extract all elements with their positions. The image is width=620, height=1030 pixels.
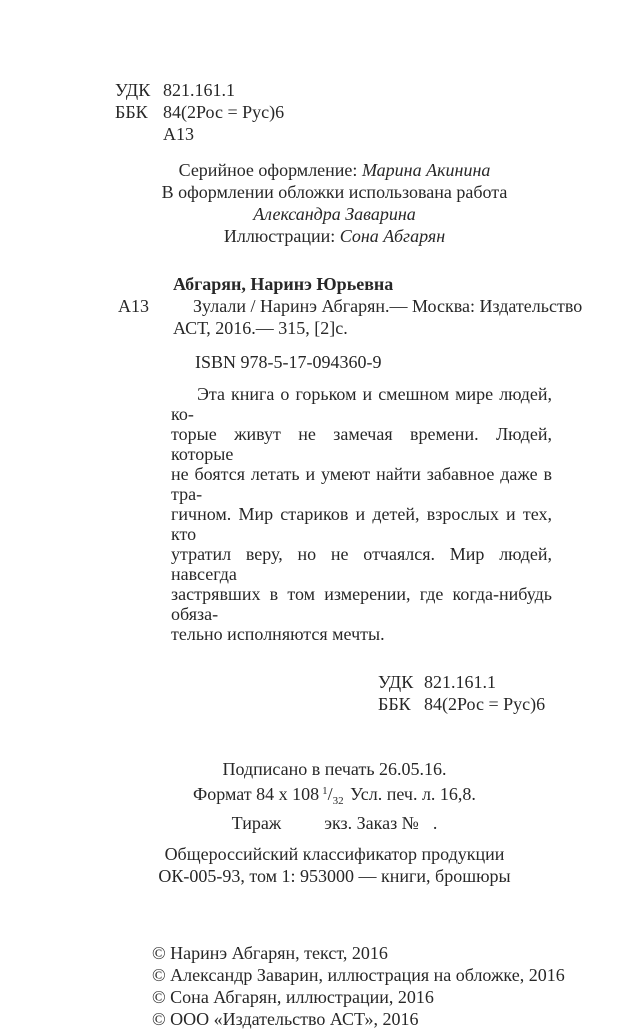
catalog-author-sign: А13 [118, 296, 149, 316]
print-run-info [115, 758, 554, 834]
annotation-line: торые живут не замечая времени. Людей, которые [171, 424, 552, 464]
classifier-line1: Общероссийский классификатор продукции [164, 844, 505, 864]
print-format-line: Формат 84 х 108 $^1/_{32}$ Усл. печ. л. 16,8. [193, 784, 476, 807]
udk-label-bottom: УДК [378, 672, 414, 692]
bbk-label: ББК [115, 102, 148, 122]
annotation-line: тельно исполняются мечты. [171, 624, 385, 644]
annotation-line: утратил веру, но не отчаялся. Мир людей, навсегда [171, 544, 552, 584]
copyright-line: © Сона Абгарян, иллюстрации, 2016 [152, 987, 434, 1007]
bbk-value: 84(2Рос = Рус)6 [163, 102, 285, 122]
bibliographic-codes-top [115, 79, 620, 145]
bbk-code-row-bottom [378, 693, 620, 715]
print-signed-line: Подписано в печать 26.05.16. [222, 759, 447, 779]
copyright-line: © Наринэ Абгарян, текст, 2016 [152, 943, 388, 963]
author-sign-row [115, 123, 620, 145]
catalog-card-entry [118, 273, 620, 339]
format-fraction-numerator: 1 [322, 785, 328, 797]
design-credits [115, 159, 554, 247]
cover-artist-name: Александра Заварина [253, 204, 416, 224]
udk-code-row [115, 79, 620, 101]
print-run-line: Тираж экз. Заказ № . [231, 813, 438, 833]
series-designer-name: Марина Акинина [361, 160, 491, 180]
tirazh-label: Тираж [231, 813, 282, 833]
udk-value: 821.161.1 [163, 80, 235, 100]
bbk-value-bottom: 84(2Рос = Рус)6 [424, 694, 546, 714]
format-suffix: Усл. печ. л. 16,8. [350, 784, 476, 804]
book-annotation [171, 384, 552, 644]
copyright-line: © ООО «Издательство АСТ», 2016 [152, 1009, 419, 1029]
isbn-number: ISBN 978-5-17-094360-9 [195, 352, 382, 372]
annotation-line: Эта книга о горьком и смешном мире людей, ко- [171, 384, 552, 424]
cover-credit-line: В оформлении обложки использована работа [161, 182, 508, 202]
catalog-entry-line2: АСТ, 2016.— 315, [2]с. [173, 318, 348, 338]
bbk-code-row [115, 101, 620, 123]
udk-label: УДК [115, 80, 151, 100]
catalog-author-heading: Абгарян, Наринэ Юрьевна [173, 274, 394, 294]
series-design-credit: Серийное оформление: Марина Акинина [178, 160, 491, 180]
illustrations-credit: Иллюстрации: Сона Абгарян [223, 226, 446, 246]
illustrator-name: Сона Абгарян [339, 226, 446, 246]
udk-value-bottom: 821.161.1 [424, 672, 496, 692]
format-fraction-denominator: 32 [332, 795, 344, 807]
annotation-line: гичном. Мир стариков и детей, взрослых и тех, кто [171, 504, 552, 544]
zakaz-label: экз. Заказ № [324, 813, 419, 833]
bibliographic-codes-bottom [378, 671, 620, 715]
copyright-block [152, 942, 620, 1030]
annotation-line: застрявших в том измерении, где когда-нибудь обяза- [171, 584, 552, 624]
product-classifier [115, 843, 554, 887]
udk-code-row-bottom [378, 671, 620, 693]
annotation-line: не боятся летать и умеют найти забавное даже в тра- [171, 464, 552, 504]
author-sign: А13 [163, 124, 194, 144]
classifier-line2: ОК-005-93, том 1: 953000 — книги, брошюры [158, 866, 511, 886]
bbk-label-bottom: ББК [378, 694, 411, 714]
catalog-entry-line1: Зулали / Наринэ Абгарян.— Москва: Издательство [193, 296, 583, 316]
copyright-line: © Александр Заварин, иллюстрация на обложке, 2016 [152, 965, 565, 985]
